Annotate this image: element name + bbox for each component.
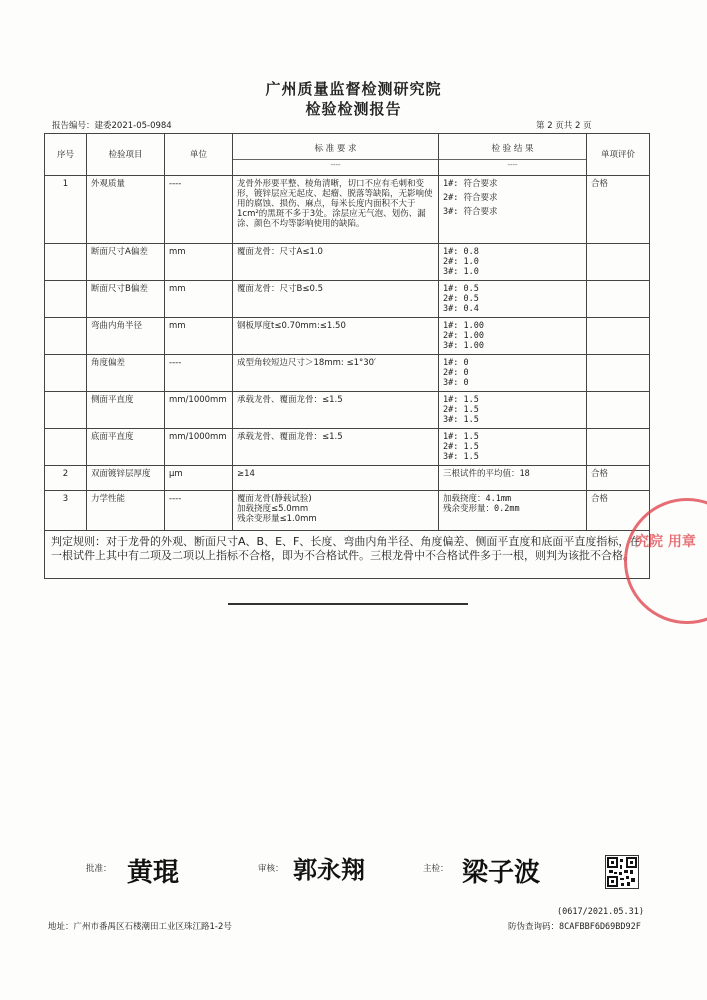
footer-code-date: (0617/2021.05.31) <box>557 907 644 917</box>
result-line: 3#: 1.00 <box>443 341 484 351</box>
row-seq <box>45 244 87 281</box>
header-standard-label: 标 准 要 求 <box>314 144 357 154</box>
table-row <box>45 244 650 281</box>
footer-address: 地址：广州市番禺区石楼潮田工业区珠江路1-2号 <box>48 922 232 932</box>
doc-title: 检验检测报告 <box>305 100 402 118</box>
row-eval <box>587 429 650 466</box>
row-eval: 合格 <box>587 466 650 491</box>
row-unit: mm/1000mm <box>165 392 233 429</box>
row-standard: 承载龙骨、覆面龙骨：≤1.5 <box>233 392 439 429</box>
row-unit: mm <box>165 244 233 281</box>
result-line: 2#: 0.5 <box>443 294 479 304</box>
result-line: 1#: 1.00 <box>443 321 484 331</box>
page-info: 第 2 页共 2 页 <box>536 121 592 131</box>
result-line: 1#: 0.5 <box>443 284 479 294</box>
row-item: 双面镀锌层厚度 <box>87 466 165 491</box>
row-item: 侧面平直度 <box>87 392 165 429</box>
row-standard: 龙骨外形要平整、棱角清晰，切口不应有毛刺和变形，镀锌层应无起皮、起瘤、脱落等缺陷，无影响使用的腐蚀、损伤、麻点，每米长度内面积不大于1cm²的黑斑不多于3处。涂层应无气泡、划伤、漏涂、颜色不均等影响使用的缺陷。 <box>233 176 439 244</box>
reviewer-signature: 郭永翔 <box>293 855 365 884</box>
result-line: 1#: 0 <box>443 358 469 368</box>
result-line: 3#: 1.5 <box>443 415 479 425</box>
qr-code-icon <box>605 855 639 889</box>
row-result <box>439 176 587 244</box>
row-unit: mm <box>165 281 233 318</box>
row-standard: 成型角较短边尺寸＞18mm: ≤1°30′ <box>233 355 439 392</box>
row-item: 断面尺寸B偏差 <box>87 281 165 318</box>
result-line: 3#: 1.5 <box>443 452 479 462</box>
row-seq <box>45 355 87 392</box>
row-item: 断面尺寸A偏差 <box>87 244 165 281</box>
inspection-table <box>44 133 650 579</box>
result-line: 2#: 1.00 <box>443 331 484 341</box>
row-unit: mm/1000mm <box>165 429 233 466</box>
row-result <box>439 491 587 531</box>
table-row <box>45 429 650 466</box>
row-unit: μm <box>165 466 233 491</box>
row-seq: 1 <box>45 176 87 244</box>
row-standard: 钢板厚度t≤0.70mm:≤1.50 <box>233 318 439 355</box>
result-line: 2#: 符合要求 <box>443 193 498 203</box>
header-result-sub: ---- <box>439 159 586 170</box>
check-label: 主检： <box>423 864 449 874</box>
result-line: 2#: 0 <box>443 368 469 378</box>
row-seq <box>45 429 87 466</box>
result-line: 加载挠度：4.1mm <box>443 494 512 504</box>
row-unit: ---- <box>165 491 233 531</box>
row-item: 角度偏差 <box>87 355 165 392</box>
row-result <box>439 429 587 466</box>
row-item: 弯曲内角半径 <box>87 318 165 355</box>
result-line: 3#: 0 <box>443 378 469 388</box>
row-unit: ---- <box>165 355 233 392</box>
row-result <box>439 466 587 491</box>
result-line: 1#: 1.5 <box>443 432 479 442</box>
header-result-label: 检 验 结 果 <box>491 144 534 154</box>
divider-line <box>228 603 468 605</box>
row-eval <box>587 318 650 355</box>
result-line: 三根试件的平均值：18 <box>443 469 530 479</box>
header-standard-sub: ---- <box>233 159 438 170</box>
row-seq <box>45 318 87 355</box>
table-row <box>45 176 650 244</box>
review-label: 审核： <box>258 864 284 874</box>
result-line: 残余变形量：0.2mm <box>443 504 520 514</box>
result-line: 2#: 1.5 <box>443 442 479 452</box>
row-unit: ---- <box>165 176 233 244</box>
row-result <box>439 244 587 281</box>
row-item: 底面平直度 <box>87 429 165 466</box>
footer-anti-fake: 防伪查询码：8CAFBBF6D69BD92F <box>508 922 641 932</box>
row-standard: 承载龙骨、覆面龙骨：≤1.5 <box>233 429 439 466</box>
row-standard: ≥14 <box>233 466 439 491</box>
result-line: 1#: 1.5 <box>443 395 479 405</box>
result-line: 1#: 符合要求 <box>443 179 498 189</box>
approve-label: 批准： <box>86 864 112 874</box>
table-row <box>45 392 650 429</box>
table-row <box>45 355 650 392</box>
header-seq: 序号 <box>45 134 87 176</box>
result-line: 3#: 0.4 <box>443 304 479 314</box>
row-result <box>439 355 587 392</box>
row-result <box>439 318 587 355</box>
header-unit: 单位 <box>165 134 233 176</box>
result-line: 1#: 0.8 <box>443 247 479 257</box>
header-eval: 单项评价 <box>587 134 650 176</box>
row-seq <box>45 281 87 318</box>
result-line: 2#: 1.5 <box>443 405 479 415</box>
report-number: 报告编号：建委2021-05-0984 <box>52 121 172 131</box>
row-seq: 2 <box>45 466 87 491</box>
approver-signature: 黄琨 <box>127 858 180 888</box>
row-eval <box>587 281 650 318</box>
row-eval <box>587 355 650 392</box>
row-eval: 合格 <box>587 176 650 244</box>
row-eval <box>587 244 650 281</box>
org-title: 广州质量监督检测研究院 <box>265 80 442 98</box>
result-line: 3#: 符合要求 <box>443 207 498 217</box>
header-item: 检验项目 <box>87 134 165 176</box>
row-item: 力学性能 <box>87 491 165 531</box>
seal-text: 究院 用章 <box>635 534 696 550</box>
header-result <box>439 134 587 176</box>
header-standard <box>233 134 439 176</box>
row-result <box>439 281 587 318</box>
table-row <box>45 281 650 318</box>
row-standard: 覆面龙骨(静载试验) 加载挠度≤5.0mm 残余变形量≤1.0mm <box>233 491 439 531</box>
table-row <box>45 318 650 355</box>
row-eval: 合格 <box>587 491 650 531</box>
judgement-rule: 判定规则：对于龙骨的外观、断面尺寸A、B、E、F、长度、弯曲内角半径、角度偏差、侧面平直度和底面平直度指标，在一根试件上其中有二项及二项以上指标不合格，即为不合格试件。三根龙骨中不合格试件多于一根，则判为该批不合格。 <box>45 531 650 579</box>
inspector-signature: 梁子波 <box>462 858 541 888</box>
row-result <box>439 392 587 429</box>
table-row <box>45 466 650 491</box>
row-seq <box>45 392 87 429</box>
result-line: 2#: 1.0 <box>443 257 479 267</box>
row-unit: mm <box>165 318 233 355</box>
row-eval <box>587 392 650 429</box>
row-seq: 3 <box>45 491 87 531</box>
row-standard: 覆面龙骨：尺寸B≤0.5 <box>233 281 439 318</box>
row-standard: 覆面龙骨：尺寸A≤1.0 <box>233 244 439 281</box>
row-item: 外观质量 <box>87 176 165 244</box>
table-row <box>45 491 650 531</box>
result-line: 3#: 1.0 <box>443 267 479 277</box>
